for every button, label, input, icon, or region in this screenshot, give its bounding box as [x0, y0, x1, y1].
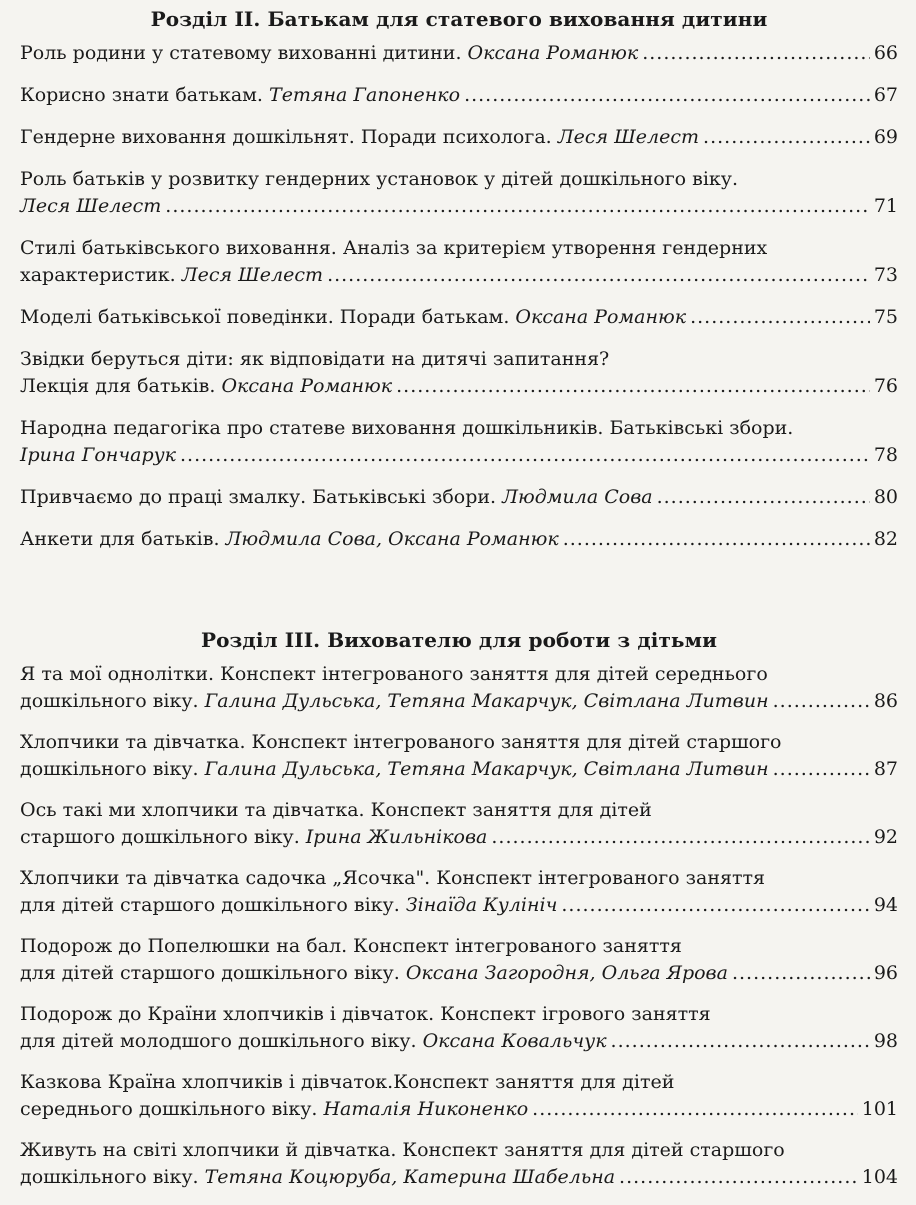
dot-leader: [165, 193, 870, 220]
entry-page-number: 80: [873, 486, 898, 508]
entry-text: [20, 824, 487, 851]
entry-last-line: [20, 304, 898, 331]
entry-text: [20, 373, 392, 400]
entry-title: Роль родини у статевому вихованні дитини.: [20, 42, 468, 64]
entry-last-line: [20, 1028, 898, 1055]
entry-title-line: Хлопчики та дівчатка садочка „Ясочка". Конспект інтегрованого заняття: [20, 867, 765, 889]
toc-entry: [20, 865, 898, 919]
entry-title: дошкільного віку.: [20, 690, 205, 712]
toc-entry: [20, 526, 898, 553]
toc-entry: [20, 1001, 898, 1055]
entry-list: [20, 40, 898, 553]
entry-title-line: Народна педагогіка про статеве виховання дошкільників. Батьківські збори.: [20, 417, 794, 439]
entry-title-line: Стилі батьківського виховання. Аналіз за критерієм утворення гендерних: [20, 237, 768, 259]
entry-title: характеристик.: [20, 264, 182, 286]
toc-entry: [20, 166, 898, 220]
entry-title: Гендерне виховання дошкільнят. Поради психолога.: [20, 126, 558, 148]
toc-entry: [20, 1137, 898, 1191]
entry-page-number: 94: [873, 894, 898, 916]
entry-list: [20, 661, 898, 1191]
entry-author: Зінаїда Кулініч: [405, 894, 558, 916]
entry-last-line: [20, 484, 898, 511]
toc-entry: [20, 797, 898, 851]
dot-leader: [773, 756, 870, 783]
section-2: [20, 6, 898, 568]
entry-title: дошкільного віку.: [20, 1166, 205, 1188]
dot-leader: [703, 124, 870, 151]
entry-text: [20, 1096, 528, 1123]
entry-author: Галина Дульська, Тетяна Макарчук, Світлана Литвин: [204, 758, 769, 780]
toc-entry: [20, 1069, 898, 1123]
dot-leader: [690, 304, 870, 331]
dot-leader: [563, 526, 870, 553]
entry-title: старшого дошкільного віку.: [20, 826, 306, 848]
entry-title: Анкети для батьків.: [20, 528, 226, 550]
entry-last-line: [20, 373, 898, 400]
dot-leader: [611, 1028, 870, 1055]
entry-author: Оксана Романюк: [515, 306, 687, 328]
entry-last-line: [20, 824, 898, 851]
toc-entry: [20, 40, 898, 67]
entry-author: Оксана Загородня, Ольга Ярова: [405, 962, 728, 984]
dot-leader: [732, 960, 870, 987]
entry-page-number: 87: [873, 758, 898, 780]
entry-author: Оксана Романюк: [221, 375, 393, 397]
entry-last-line: [20, 442, 898, 469]
entry-author: Ірина Гончарук: [20, 444, 176, 466]
entry-title-line: Я та мої однолітки. Конспект інтегрованого заняття для дітей середнього: [20, 663, 768, 685]
entry-last-line: [20, 756, 898, 783]
entry-last-line: [20, 688, 898, 715]
entry-title-line: Ось такі ми хлопчики та дівчатка. Конспект заняття для дітей: [20, 799, 652, 821]
entry-text: [20, 960, 728, 987]
entry-page-number: 73: [873, 264, 898, 286]
entry-title: Привчаємо до праці змалку. Батьківські збори.: [20, 486, 503, 508]
entry-page-number: 101: [861, 1098, 898, 1120]
dot-leader: [561, 892, 869, 919]
dot-leader: [491, 824, 869, 851]
entry-text: [20, 688, 769, 715]
entry-title-line: Подорож до Попелюшки на бал. Конспект інтегрованого заняття: [20, 935, 682, 957]
section-title: Розділ III. Вихователю для роботи з дітьми: [200, 628, 718, 652]
entry-text: [20, 526, 559, 553]
toc-entry: [20, 124, 898, 151]
section-3: [20, 627, 898, 1205]
entry-title: дошкільного віку.: [20, 758, 205, 780]
entry-author: Людмила Сова: [502, 486, 653, 508]
entry-author: Тетяна Гапоненко: [269, 84, 461, 106]
entry-title-line: Казкова Країна хлопчиків і дівчаток.Конспект заняття для дітей: [20, 1071, 675, 1093]
toc-entry: [20, 82, 898, 109]
entry-author: Ірина Жильнікова: [305, 826, 488, 848]
toc-entry: [20, 346, 898, 400]
entry-author: Галина Дульська, Тетяна Макарчук, Світлана Литвин: [204, 690, 769, 712]
entry-last-line: [20, 193, 898, 220]
entry-text: [20, 124, 699, 151]
entry-text: [20, 304, 686, 331]
dot-leader: [464, 82, 870, 109]
entry-page-number: 86: [873, 690, 898, 712]
entry-page-number: 66: [873, 42, 898, 64]
entry-page-number: 69: [873, 126, 898, 148]
entry-text: [20, 1164, 615, 1191]
entry-title: для дітей старшого дошкільного віку.: [20, 962, 406, 984]
entry-author: Леся Шелест: [20, 195, 162, 217]
entry-title-line: Хлопчики та дівчатка. Конспект інтегрованого заняття для дітей старшого: [20, 731, 782, 753]
entry-last-line: [20, 526, 898, 553]
toc-entry: [20, 661, 898, 715]
entry-page-number: 104: [861, 1166, 898, 1188]
entry-page-number: 96: [873, 962, 898, 984]
entry-page-number: 78: [873, 444, 898, 466]
section-title: Розділ II. Батькам для статевого виховання дитини: [150, 7, 768, 31]
entry-last-line: [20, 960, 898, 987]
toc-entry: [20, 235, 898, 289]
entry-page-number: 92: [873, 826, 898, 848]
entry-author: Леся Шелест: [181, 264, 324, 286]
entry-title: Корисно знати батькам.: [20, 84, 270, 106]
dot-leader: [532, 1096, 858, 1123]
entry-author: Оксана Романюк: [467, 42, 639, 64]
entry-title: середнього дошкільного віку.: [20, 1098, 324, 1120]
toc-entry: [20, 933, 898, 987]
dot-leader: [396, 373, 870, 400]
entry-text: [20, 756, 769, 783]
entry-author: Наталія Никоненко: [323, 1098, 529, 1120]
entry-last-line: [20, 1096, 898, 1123]
entry-page-number: 82: [873, 528, 898, 550]
entry-title-line: Живуть на світі хлопчики й дівчатка. Конспект заняття для дітей старшого: [20, 1139, 785, 1161]
entry-title-line: Роль батьків у розвитку гендерних установок у дітей дошкільного віку.: [20, 168, 739, 190]
entry-page-number: 75: [873, 306, 898, 328]
dot-leader: [642, 40, 870, 67]
entry-page-number: 76: [873, 375, 898, 397]
entry-last-line: [20, 82, 898, 109]
entry-text: [20, 1028, 607, 1055]
dot-leader: [657, 484, 870, 511]
dot-leader: [180, 442, 870, 469]
toc-entry: [20, 484, 898, 511]
entry-text: [20, 40, 638, 67]
entry-text: [20, 442, 176, 469]
entry-text: [20, 193, 161, 220]
entry-last-line: [20, 124, 898, 151]
entry-author: Людмила Сова, Оксана Романюк: [225, 528, 559, 550]
toc-entry: [20, 729, 898, 783]
entry-author: Леся Шелест: [557, 126, 700, 148]
entry-title: для дітей молодшого дошкільного віку.: [20, 1030, 423, 1052]
entry-title: Лекція для батьків.: [20, 375, 222, 397]
entry-page-number: 98: [873, 1030, 898, 1052]
dot-leader: [773, 688, 870, 715]
entry-last-line: [20, 40, 898, 67]
entry-text: [20, 82, 460, 109]
entry-text: [20, 484, 653, 511]
entry-author: Тетяна Коцюруба, Катерина Шабельна: [204, 1166, 616, 1188]
toc-entry: [20, 304, 898, 331]
entry-last-line: [20, 262, 898, 289]
entry-title: Моделі батьківської поведінки. Поради батькам.: [20, 306, 516, 328]
entry-last-line: [20, 1164, 898, 1191]
dot-leader: [327, 262, 870, 289]
entry-author: Оксана Ковальчук: [422, 1030, 607, 1052]
entry-title: для дітей старшого дошкільного віку.: [20, 894, 406, 916]
entry-last-line: [20, 892, 898, 919]
entry-text: [20, 892, 557, 919]
dot-leader: [619, 1164, 858, 1191]
entry-page-number: 71: [873, 195, 898, 217]
toc-entry: [20, 415, 898, 469]
entry-text: [20, 262, 323, 289]
entry-page-number: 67: [873, 84, 898, 106]
entry-title-line: Звідки беруться діти: як відповідати на дитячі запитання?: [20, 348, 610, 370]
entry-title-line: Подорож до Країни хлопчиків і дівчаток. Конспект ігрового заняття: [20, 1003, 711, 1025]
